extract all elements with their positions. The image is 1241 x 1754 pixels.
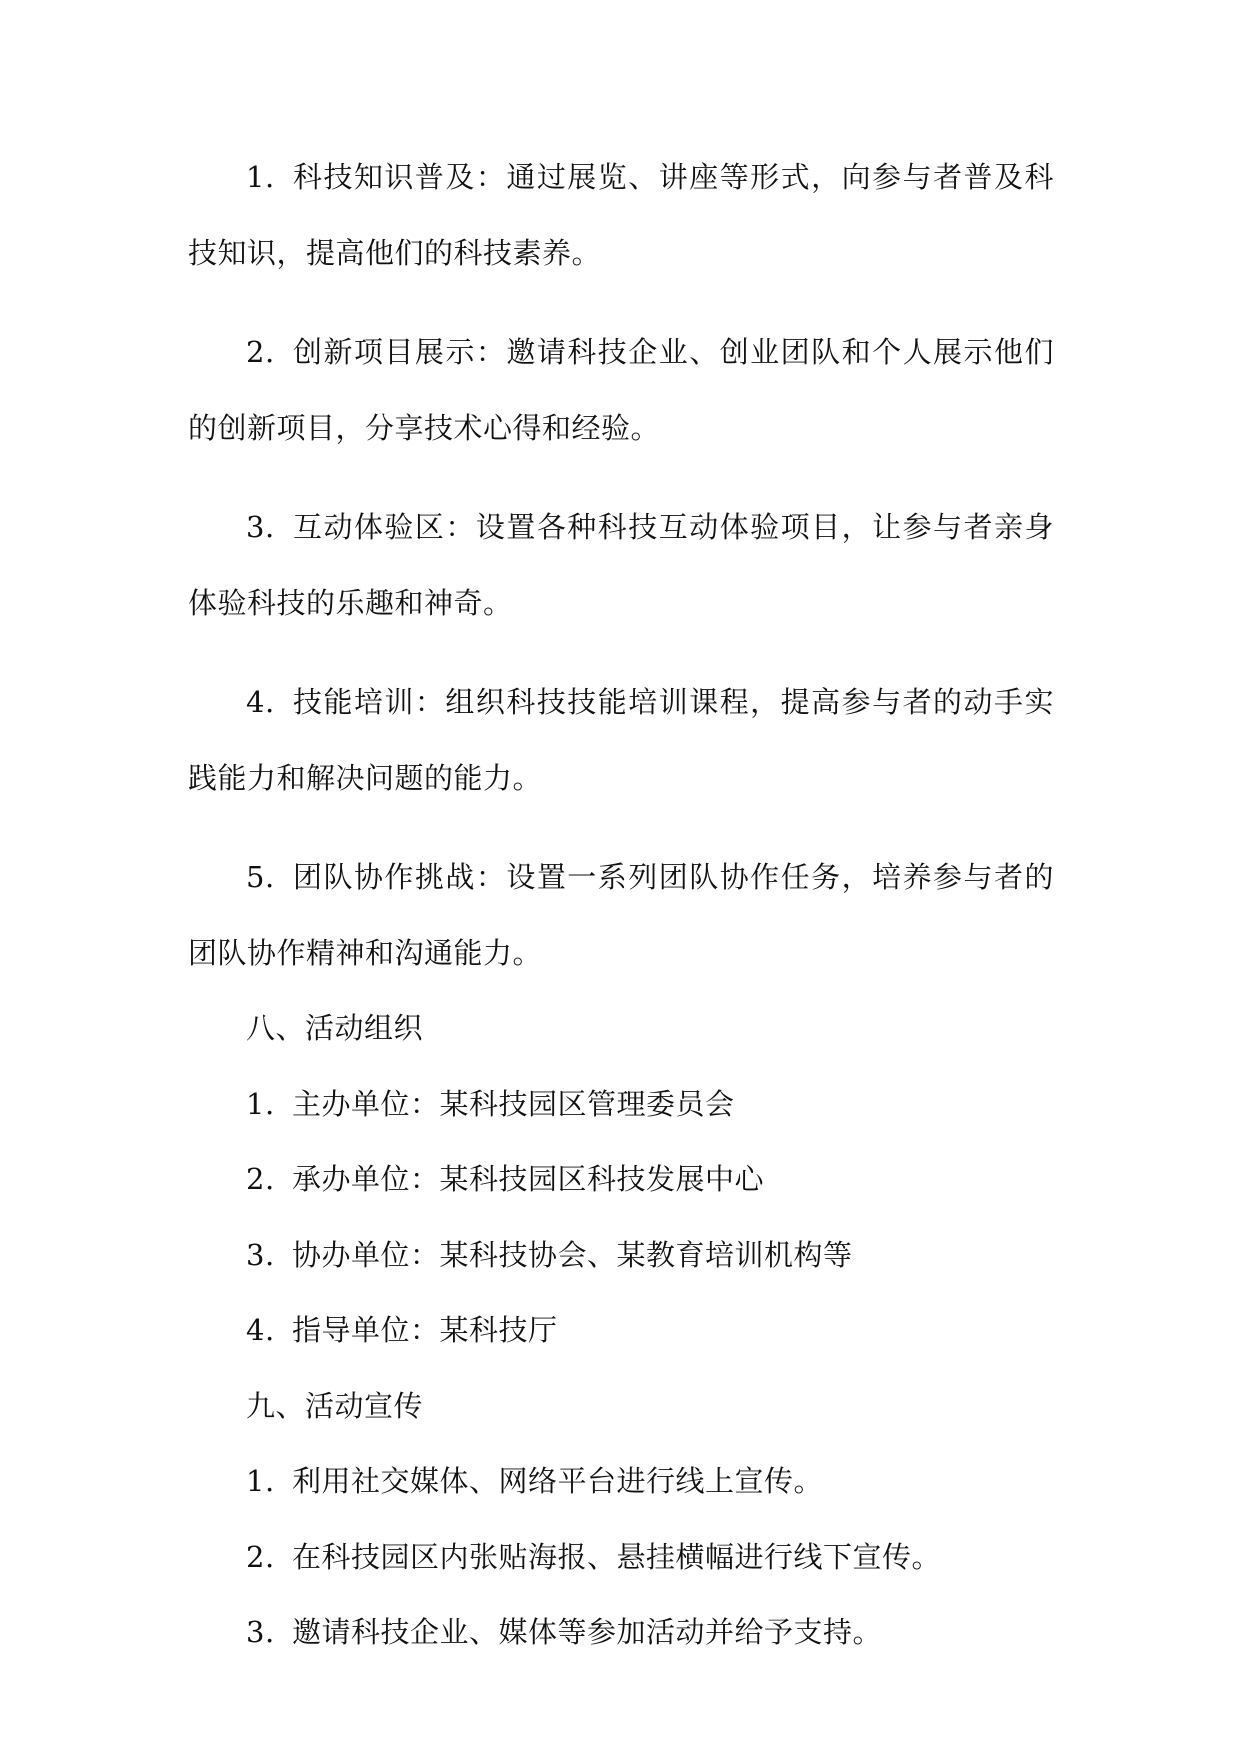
item-text: 在科技园区内张贴海报、悬挂横幅进行线下宣传。 — [292, 1539, 942, 1574]
item-number: 2. — [246, 335, 275, 369]
publicity-item-1 — [188, 1444, 1054, 1520]
item-number: 5. — [246, 860, 275, 894]
activity-item-5 — [188, 840, 1054, 991]
item-text: 承办单位：某科技园区科技发展中心 — [292, 1162, 765, 1196]
organization-item-2 — [188, 1142, 1054, 1218]
item-text: 利用社交媒体、网络平台进行线上宣传。 — [292, 1464, 824, 1498]
activity-item-3 — [188, 490, 1054, 641]
document-body — [188, 140, 1054, 1671]
organization-item-3 — [188, 1218, 1054, 1294]
item-text: 科技知识普及：通过展览、讲座等形式，向参与者普及科技知识，提高他们的科技素养。 — [188, 160, 1054, 270]
item-number: 3. — [246, 1237, 275, 1272]
item-number: 1. — [246, 160, 275, 194]
item-number: 4. — [246, 1313, 275, 1347]
item-text: 主办单位：某科技园区管理委员会 — [292, 1086, 735, 1121]
section-heading-publicity: 九、活动宣传 — [246, 1388, 424, 1423]
section-heading-organization: 八、活动组织 — [246, 1011, 424, 1045]
item-number: 2. — [246, 1539, 275, 1574]
item-text: 指导单位：某科技厅 — [292, 1313, 558, 1347]
activity-item-2 — [188, 315, 1054, 466]
item-text: 邀请科技企业、媒体等参加活动并给予支持。 — [292, 1615, 883, 1649]
item-text: 团队协作挑战：设置一系列团队协作任务，培养参与者的团队协作精神和沟通能力。 — [188, 860, 1054, 970]
item-text: 技能培训：组织科技技能培训课程，提高参与者的动手实践能力和解决问题的能力。 — [188, 685, 1054, 795]
activity-item-1 — [188, 140, 1054, 291]
item-number: 2. — [246, 1162, 275, 1196]
item-text: 协办单位：某科技协会、某教育培训机构等 — [292, 1237, 853, 1272]
organization-item-4 — [188, 1293, 1054, 1369]
item-number: 1. — [246, 1086, 275, 1121]
organization-item-1 — [188, 1067, 1054, 1143]
item-number: 4. — [246, 685, 275, 719]
publicity-item-2 — [188, 1520, 1054, 1596]
item-number: 1. — [246, 1464, 275, 1498]
item-text: 互动体验区：设置各种科技互动体验项目，让参与者亲身体验科技的乐趣和神奇。 — [188, 510, 1054, 620]
item-number: 3. — [246, 510, 275, 544]
activity-item-4 — [188, 665, 1054, 816]
publicity-item-3 — [188, 1595, 1054, 1671]
item-number: 3. — [246, 1615, 275, 1649]
item-text: 创新项目展示：邀请科技企业、创业团队和个人展示他们的创新项目，分享技术心得和经验。 — [188, 335, 1054, 445]
